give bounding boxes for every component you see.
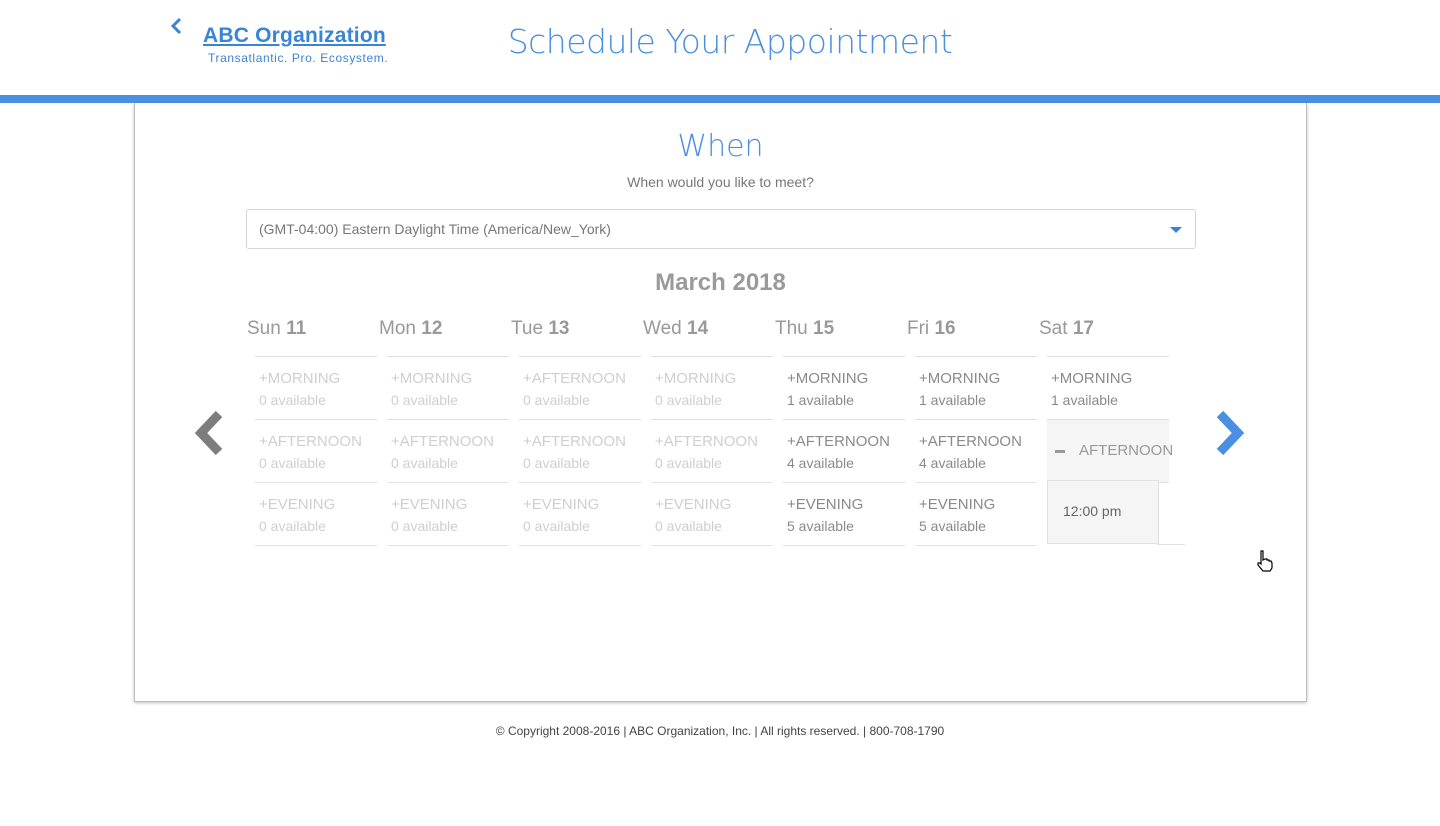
slot-count: 0 available (655, 518, 722, 534)
slot-label: +EVENING (391, 496, 468, 513)
slot-count: 4 available (787, 455, 854, 471)
slot-label: +MORNING (391, 370, 473, 387)
timezone-value: (GMT-04:00) Eastern Daylight Time (America/New_York) (259, 221, 611, 237)
slot-evening[interactable] (651, 482, 773, 546)
slot-afternoon[interactable] (255, 419, 377, 482)
slot-label: +EVENING (259, 496, 336, 513)
page-title: Schedule Your Appointment (507, 22, 953, 61)
slot-afternoon[interactable] (519, 419, 641, 482)
day-date: 13 (548, 318, 570, 339)
day-date: 17 (1072, 318, 1094, 339)
day-date: 15 (813, 318, 835, 339)
slot-afternoon-expanded[interactable] (1047, 419, 1174, 483)
slot-evening[interactable] (915, 482, 1037, 546)
day-header (907, 318, 1037, 356)
slot-label: +EVENING (655, 496, 732, 513)
slot-label: +AFTERNOON (259, 433, 362, 450)
slot-morning[interactable] (519, 356, 641, 419)
day-column-sun (247, 318, 377, 546)
day-of-week: Tue (511, 318, 544, 339)
next-week-arrow-icon[interactable] (1211, 409, 1247, 457)
slot-count: 1 available (1051, 392, 1118, 408)
section-title: When (677, 129, 764, 164)
slot-count: 0 available (391, 455, 458, 471)
logo-tagline: Transatlantic. Pro. Ecosystem. (208, 51, 389, 65)
slot-count: 0 available (259, 392, 326, 408)
header-accent-bar (0, 95, 1440, 103)
slot-count: 0 available (391, 392, 458, 408)
slot-evening[interactable] (519, 482, 641, 546)
day-of-week: Sat (1039, 318, 1068, 339)
day-column-mon (379, 318, 509, 546)
slot-evening[interactable] (255, 482, 377, 546)
slot-morning[interactable] (651, 356, 773, 419)
slot-label: +MORNING (919, 370, 1001, 387)
slot-morning[interactable] (1047, 356, 1169, 419)
hand-pointer-cursor-icon (1255, 550, 1275, 572)
slot-count: 5 available (919, 518, 986, 534)
slot-label: +AFTERNOON (655, 433, 758, 450)
divider (1157, 544, 1185, 545)
day-header (643, 318, 773, 356)
day-header (775, 318, 905, 356)
day-of-week: Fri (907, 318, 930, 339)
slot-label: AFTERNOON (1079, 442, 1174, 459)
day-column-thu (775, 318, 905, 546)
slot-count: 0 available (655, 392, 722, 408)
slot-label: +AFTERNOON (787, 433, 890, 450)
slot-afternoon[interactable] (783, 419, 905, 482)
time-option-button[interactable] (1047, 480, 1159, 544)
day-of-week: Mon (379, 318, 416, 339)
day-date: 14 (687, 318, 709, 339)
slot-label: +MORNING (787, 370, 869, 387)
slot-label: +AFTERNOON (523, 370, 626, 387)
slot-count: 1 available (919, 392, 986, 408)
caret-down-icon (1170, 227, 1182, 233)
logo-name: ABC Organization (203, 24, 386, 47)
day-date: 12 (421, 318, 443, 339)
slot-morning[interactable] (387, 356, 509, 419)
slot-count: 0 available (523, 518, 590, 534)
slot-label: +EVENING (523, 496, 600, 513)
slot-count: 1 available (787, 392, 854, 408)
slot-count: 0 available (259, 455, 326, 471)
slot-afternoon[interactable] (651, 419, 773, 482)
month-label: March 2018 (655, 269, 786, 296)
slot-label: +MORNING (259, 370, 341, 387)
day-column-tue (511, 318, 641, 546)
day-of-week: Sun (247, 318, 281, 339)
day-column-fri (907, 318, 1037, 546)
day-header (379, 318, 509, 356)
slot-label: +MORNING (655, 370, 737, 387)
collapse-minus-icon (1055, 450, 1065, 453)
slot-label: +EVENING (787, 496, 864, 513)
slot-evening[interactable] (783, 482, 905, 546)
day-column-sat (1039, 318, 1174, 483)
footer-copyright: © Copyright 2008-2016 | ABC Organization, Inc. | All rights reserved. | 800-708-1790 (495, 724, 945, 738)
slot-count: 0 available (523, 455, 590, 471)
slot-label: +AFTERNOON (523, 433, 626, 450)
slot-count: 0 available (523, 392, 590, 408)
slot-label: +AFTERNOON (919, 433, 1022, 450)
slot-morning[interactable] (255, 356, 377, 419)
slot-count: 0 available (259, 518, 326, 534)
day-of-week: Thu (775, 318, 808, 339)
day-header (247, 318, 377, 356)
previous-week-arrow-icon[interactable] (192, 409, 228, 457)
slot-morning[interactable] (783, 356, 905, 419)
slot-afternoon[interactable] (387, 419, 509, 482)
scheduler-card (134, 103, 1307, 702)
slot-afternoon[interactable] (915, 419, 1037, 482)
slot-morning[interactable] (915, 356, 1037, 419)
slot-count: 5 available (787, 518, 854, 534)
slot-label: +EVENING (919, 496, 996, 513)
day-header (1039, 318, 1169, 356)
time-option-label: 12:00 pm (1063, 503, 1122, 519)
back-chevron-icon[interactable] (168, 16, 186, 36)
slot-count: 0 available (655, 455, 722, 471)
slot-evening[interactable] (387, 482, 509, 546)
day-of-week: Wed (643, 318, 682, 339)
timezone-select[interactable] (246, 209, 1196, 249)
slot-count: 0 available (391, 518, 458, 534)
logo-link[interactable] (203, 24, 388, 65)
day-date: 16 (934, 318, 956, 339)
day-header (511, 318, 641, 356)
day-column-wed (643, 318, 773, 546)
section-subtitle: When would you like to meet? (627, 174, 814, 190)
day-date: 11 (286, 318, 307, 339)
slot-label: +MORNING (1051, 370, 1133, 387)
slot-count: 4 available (919, 455, 986, 471)
slot-label: +AFTERNOON (391, 433, 494, 450)
site-header (0, 0, 1440, 95)
